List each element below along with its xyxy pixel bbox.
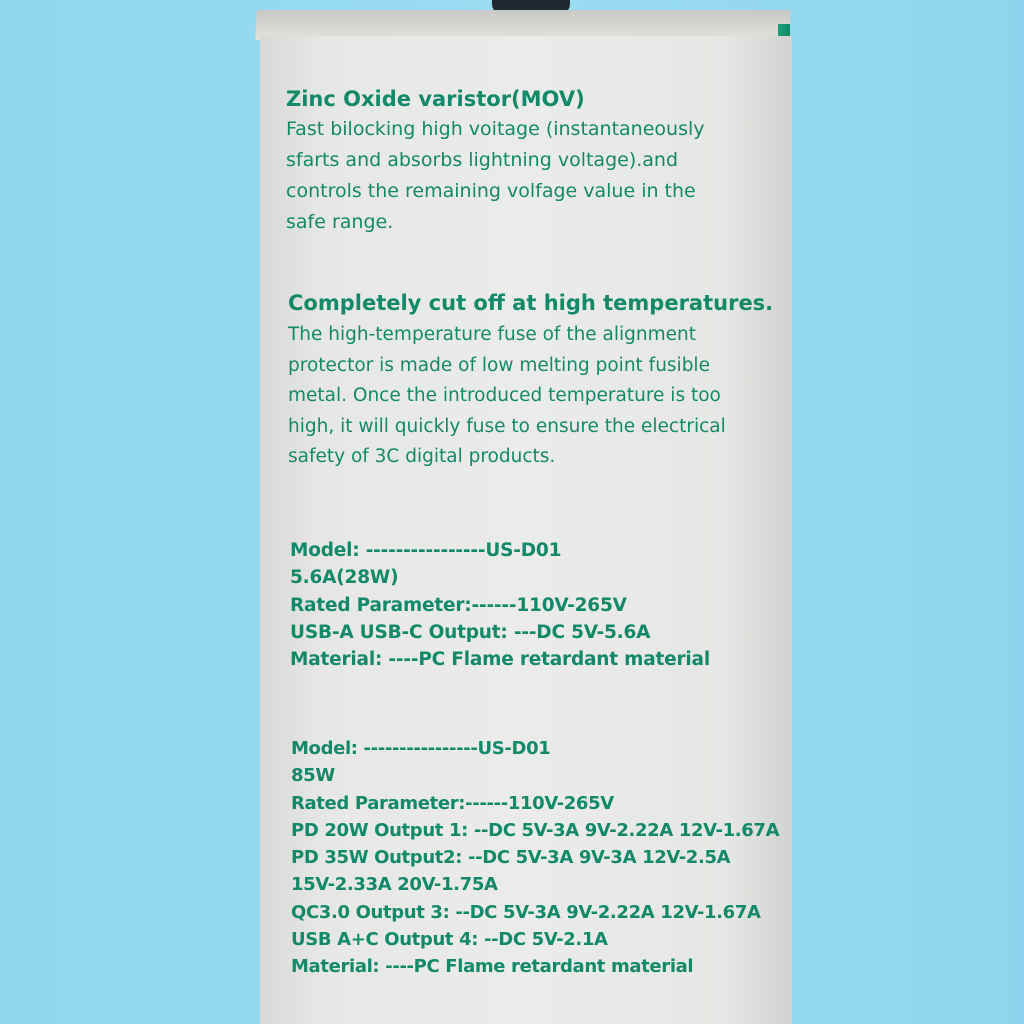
spec-line: Model: ----------------US-D01	[290, 540, 562, 561]
spec-block-85w	[291, 735, 779, 981]
spec-line: Material: ----PC Flame retardant material	[290, 649, 710, 671]
spec-line: USB A+C Output 4: --DC 5V-2.1A	[291, 929, 608, 951]
temperature-description	[288, 320, 726, 473]
mov-line: sfarts and absorbs lightning voltage).and	[286, 149, 679, 171]
spec-line: USB-A USB-C Output: ---DC 5V-5.6A	[290, 621, 651, 643]
spec-line: PD 35W Output2: --DC 5V-3A 9V-3A 12V-2.5A	[291, 847, 731, 869]
spec-line: Rated Parameter:------110V-265V	[291, 792, 614, 814]
spec-line: PD 20W Output 1: --DC 5V-3A 9V-2.22A 12V-1.67A	[291, 819, 780, 841]
spec-line: Rated Parameter:------110V-265V	[290, 594, 627, 616]
mov-line: Fast bilocking high voitage (instantaneously	[286, 118, 705, 140]
spec-block-28w	[290, 537, 710, 673]
spec-line: 15V-2.33A 20V-1.75A	[291, 874, 498, 896]
mov-line: safe range.	[286, 211, 394, 233]
spec-line: QC3.0 Output 3: --DC 5V-3A 9V-2.22A 12V-1.67A	[291, 901, 761, 923]
temperature-line: protector is made of low melting point fusible	[288, 354, 710, 376]
temperature-line: metal. Once the introduced temperature is too	[288, 385, 721, 406]
temperature-line: safety of 3C digital products.	[288, 446, 556, 467]
spec-line: 5.6A(28W)	[290, 567, 399, 589]
spec-line: 85W	[291, 765, 335, 787]
mov-line: controls the remaining volfage value in the	[286, 180, 696, 202]
temperature-heading: Completely cut off at high temperatures.	[288, 291, 774, 315]
spec-line: Model: ----------------US-D01	[291, 738, 551, 759]
mov-description	[286, 114, 705, 238]
temperature-line: The high-temperature fuse of the alignment	[288, 324, 697, 345]
mov-heading: Zinc Oxide varistor(MOV)	[286, 87, 585, 111]
spec-line: Material: ----PC Flame retardant material	[291, 956, 694, 978]
temperature-line: high, it will quickly fuse to ensure the electrical	[288, 415, 726, 437]
